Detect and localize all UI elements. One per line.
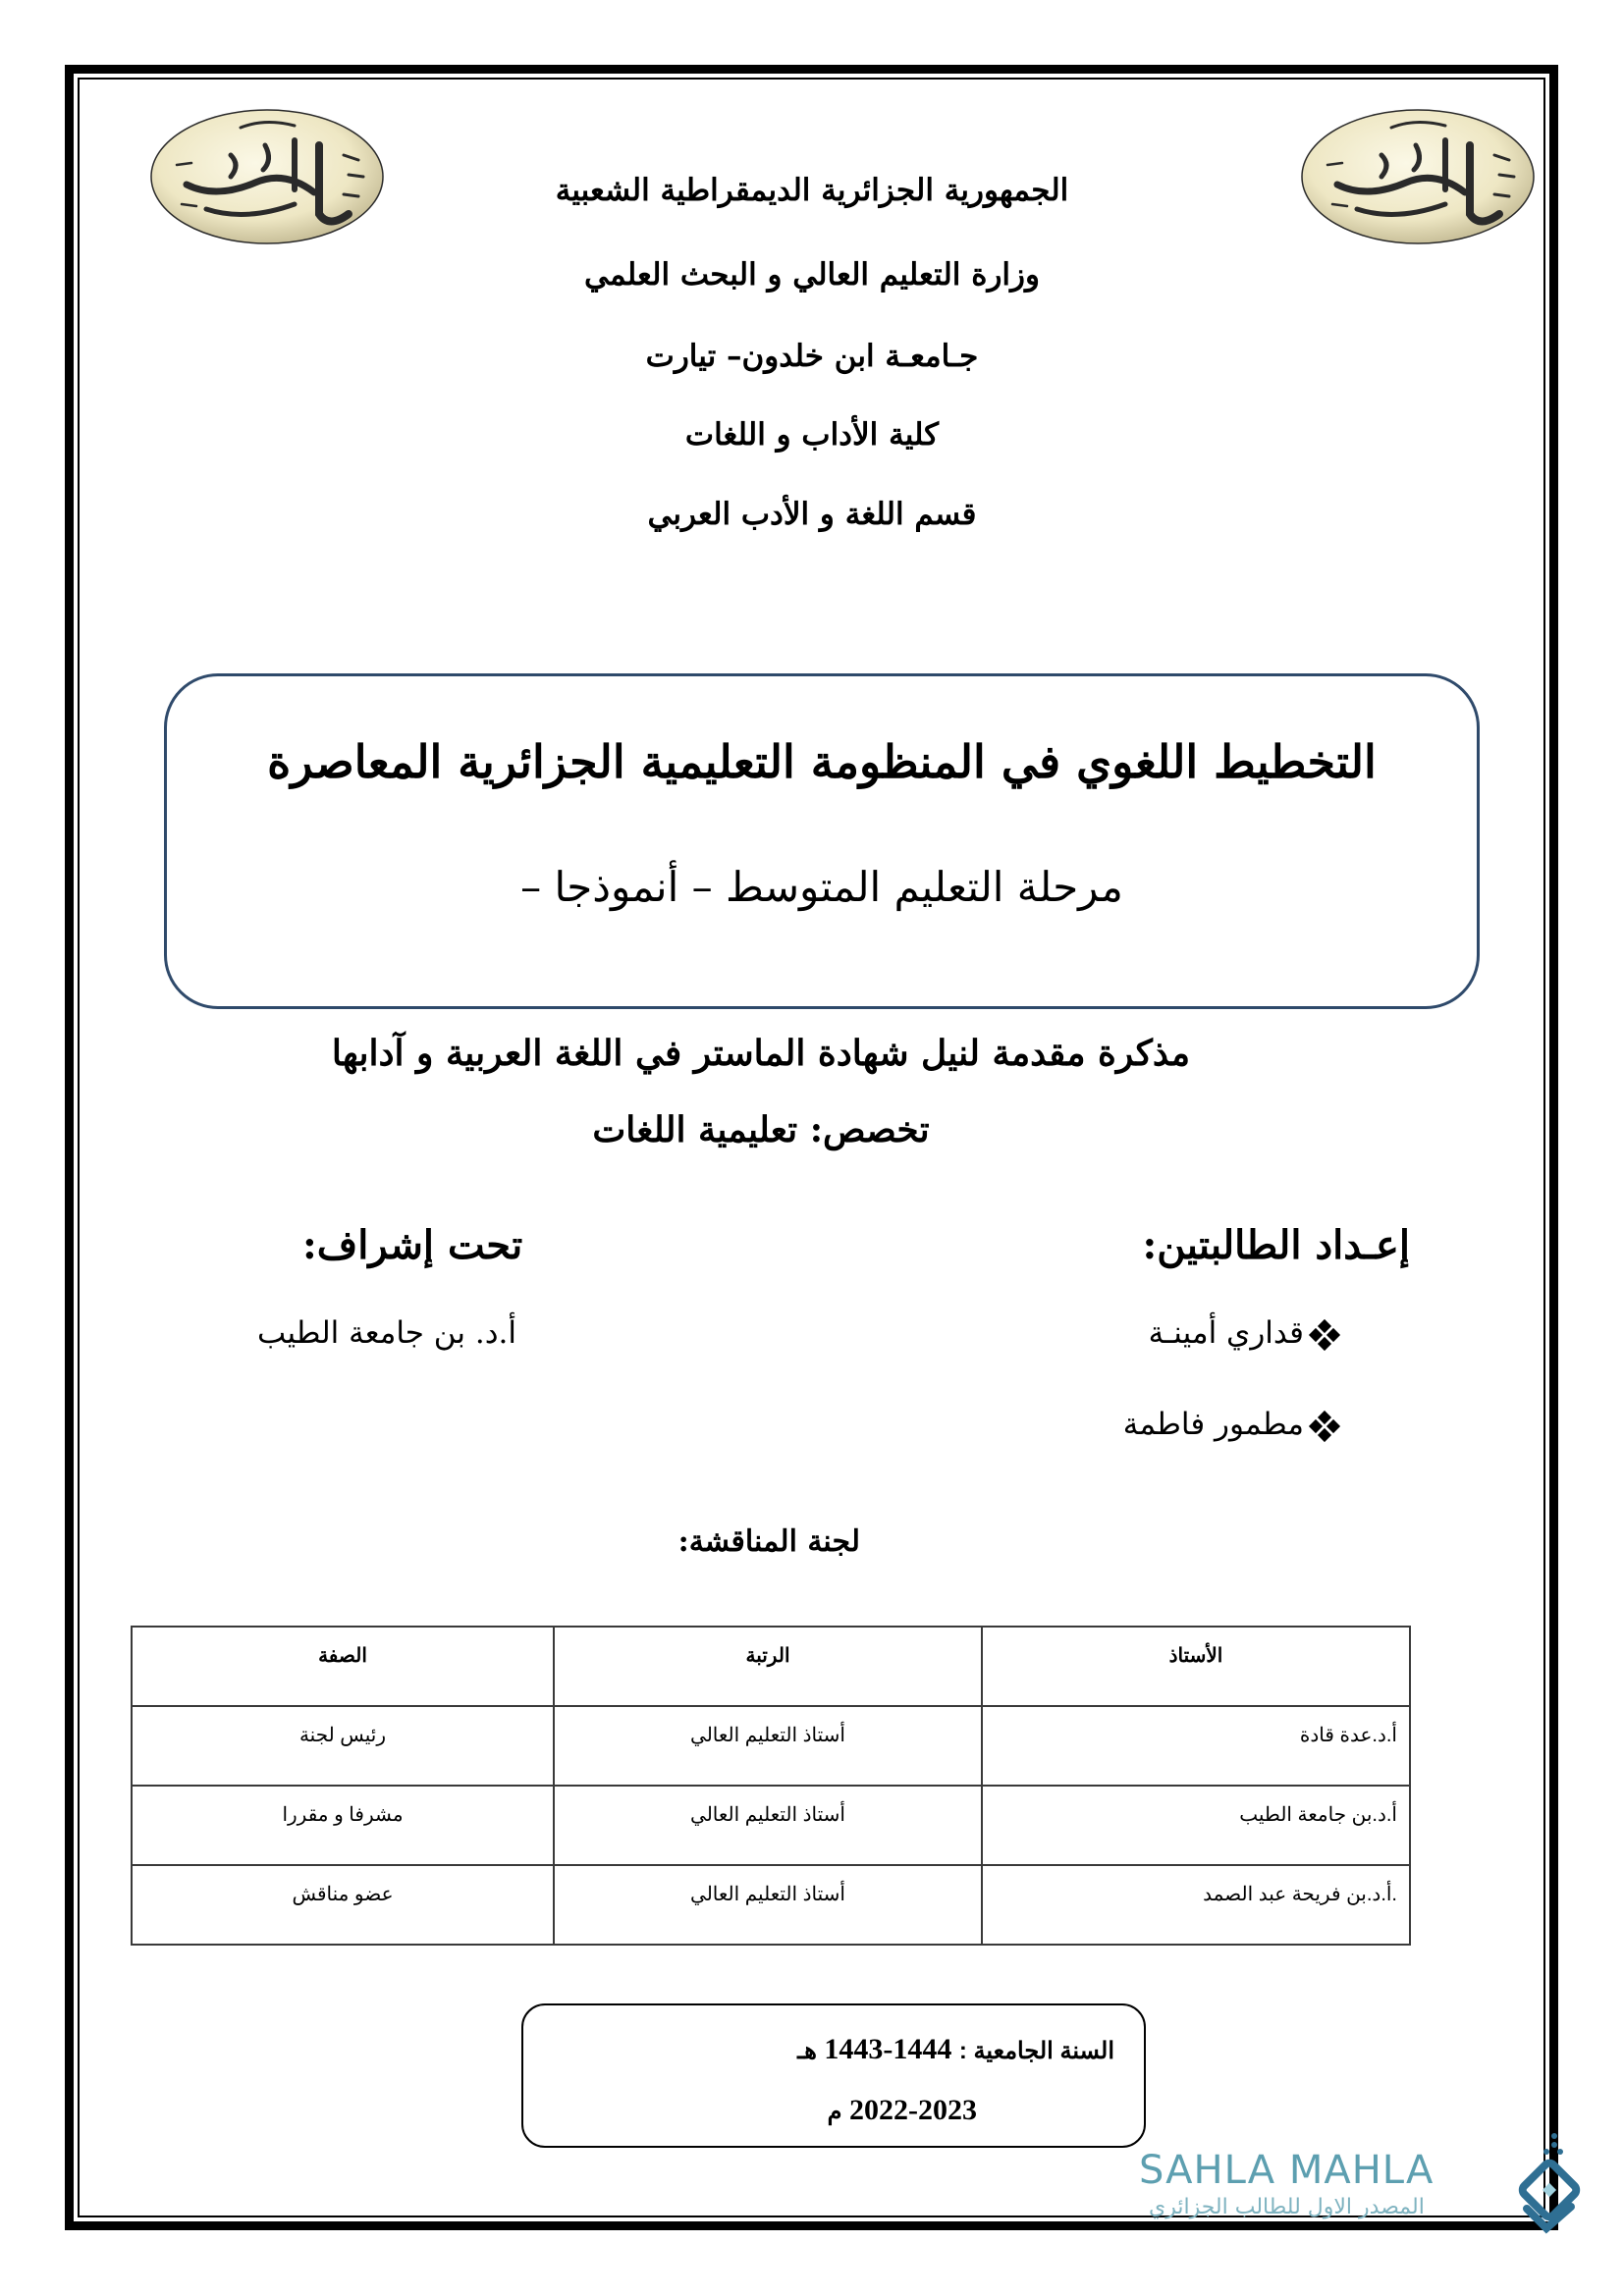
header-republic: الجمهورية الجزائرية الديمقراطية الشعبية <box>555 173 1069 208</box>
professor-rank: أستاذ التعليم العالي <box>554 1865 982 1945</box>
table-row <box>132 1706 1410 1786</box>
supervisor-label: تحت إشراف: <box>302 1222 523 1268</box>
student-name: قداري أمينـة <box>1149 1315 1339 1351</box>
sahla-mahla-logo-icon <box>1517 2130 1586 2238</box>
professor-name: أ.د.عدة قادة <box>982 1706 1410 1786</box>
diamond-bullet-icon <box>1310 1412 1339 1441</box>
students-label: إعـداد الطالبتين: <box>1142 1222 1410 1268</box>
thesis-purpose: مذكرة مقدمة لنيل شهادة الماستر في اللغة العربية و آدابها <box>331 1033 1191 1074</box>
professor-role: مشرفا و مقررا <box>132 1786 554 1865</box>
professor-name: .أ.د.بن فريحة عبد الصمد <box>982 1865 1410 1945</box>
professor-role: عضو مناقش <box>132 1865 554 1945</box>
table-row <box>132 1865 1410 1945</box>
academic-year-gregorian: 2022-2023 م <box>827 2094 977 2126</box>
title-box <box>164 673 1480 1009</box>
professor-rank: أستاذ التعليم العالي <box>554 1786 982 1865</box>
professor-name: أ.د.بن جامعة الطيب <box>982 1786 1410 1865</box>
academic-year-box <box>521 2003 1146 2148</box>
column-header-rank: الرتبة <box>554 1627 982 1706</box>
professor-rank: أستاذ التعليم العالي <box>554 1706 982 1786</box>
watermark-brand: SAHLA MAHLA <box>1139 2148 1435 2193</box>
supervisor-name: أ.د. بن جامعة الطيب <box>257 1315 516 1351</box>
thesis-specialty: تخصص: تعليمية اللغات <box>592 1109 930 1150</box>
table-header-row <box>132 1627 1410 1706</box>
committee-label: لجنة المناقشة: <box>677 1524 860 1559</box>
thesis-title: التخطيط اللغوي في المنظومة التعليمية الجزائرية المعاصرة <box>267 735 1377 788</box>
header-university: جـامعـة ابن خلدون– تيارت <box>645 339 979 374</box>
column-header-professor: الأستاذ <box>982 1627 1410 1706</box>
header-department: قسم اللغة و الأدب العربي <box>647 497 977 532</box>
sahla-mahla-watermark <box>1139 2120 1561 2228</box>
column-header-role: الصفة <box>132 1627 554 1706</box>
committee-table <box>131 1626 1411 1946</box>
diamond-bullet-icon <box>1310 1320 1339 1350</box>
thesis-subtitle: مرحلة التعليم المتوسط – أنموذجا – <box>520 863 1123 911</box>
header-ministry: وزارة التعليم العالي و البحث العلمي <box>584 257 1040 293</box>
table-row <box>132 1786 1410 1865</box>
professor-role: رئيس لجنة <box>132 1706 554 1786</box>
student-name: مطمور فاطمة <box>1123 1407 1339 1442</box>
academic-year-hijri: السنة الجامعية : 1443-1444 هـ <box>797 2033 1114 2065</box>
header-faculty: كلية الأداب و اللغات <box>684 417 940 453</box>
watermark-tagline: المصدر الاول للطالب الجزائري <box>1149 2195 1425 2219</box>
